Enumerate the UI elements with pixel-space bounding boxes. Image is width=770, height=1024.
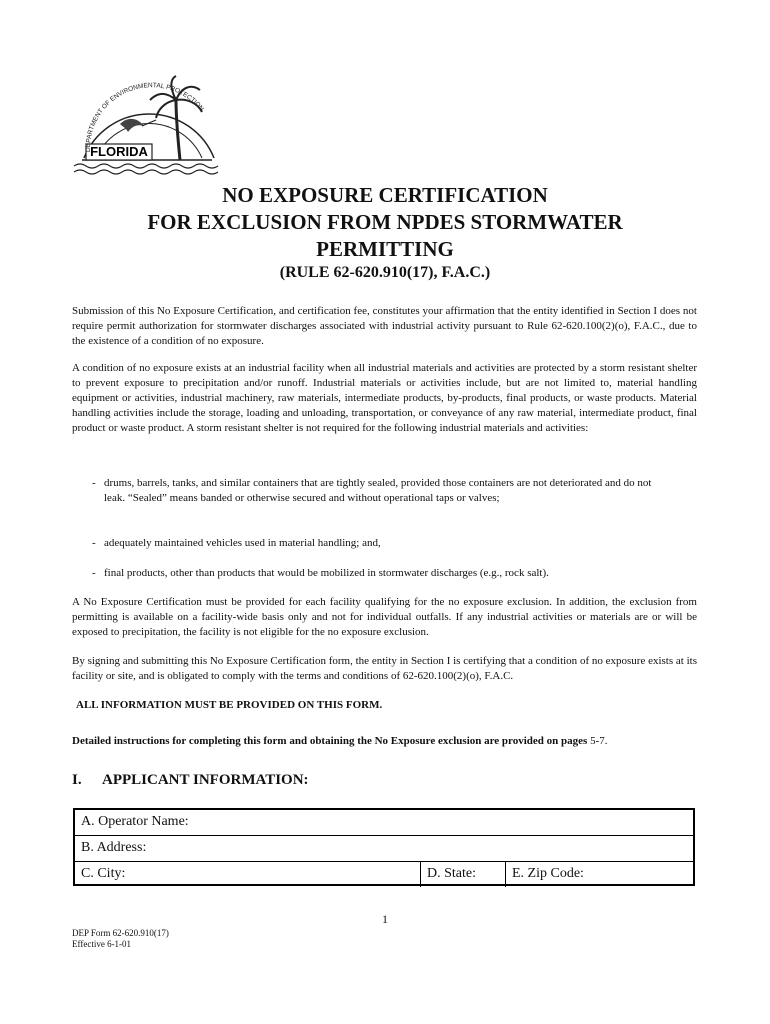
- page-number: 1: [382, 912, 388, 926]
- operator-name-label: A. Operator Name:: [81, 814, 189, 829]
- florida-banner-text: FLORIDA: [90, 144, 148, 159]
- bullet-text: final products, other than products that would be mobilized in stormwater discharges (e.g., rock salt).: [104, 567, 549, 579]
- city-field[interactable]: [75, 862, 421, 887]
- seal-arc-text: DEPARTMENT OF ENVIRONMENTAL PROTECTION: [84, 82, 205, 153]
- bullet-item: [92, 536, 652, 551]
- all-info-notice: ALL INFORMATION MUST BE PROVIDED ON THIS FORM.: [76, 699, 383, 711]
- footer: [72, 928, 169, 950]
- bullet-dash: -: [92, 477, 96, 489]
- paragraph-signing: By signing and submitting this No Exposure Certification form, the entity in Section I is certifying that a condition of no exposure exists at its facility or site, and is obligated to comply with the terms and conditions of 62-620.100(2)(o), F.A.C.: [72, 655, 697, 682]
- bullet-item: [92, 476, 652, 506]
- dep-florida-seal: [72, 70, 222, 182]
- address-label: B. Address:: [81, 840, 147, 855]
- zip-code-label: E. Zip Code:: [512, 866, 584, 881]
- title-line-3: PERMITTING: [316, 237, 454, 261]
- paragraph-facility-wide: A No Exposure Certification must be provided for each facility qualifying for the no exposure exclusion. In addition, the exclusion from permitting is available on a facility-wide basis only and not for individual outfalls. If any industrial activities or materials are or will be exposed to precipitation, the facility is not eligible for the no exposure exclusion.: [72, 596, 697, 638]
- operator-row: [75, 810, 693, 835]
- title-line-1: NO EXPOSURE CERTIFICATION: [222, 183, 548, 207]
- section-heading: [72, 772, 309, 789]
- instructions-text: Detailed instructions for completing this form and obtaining the No Exposure exclusion are provided on pages: [72, 735, 588, 747]
- bullet-text: drums, barrels, tanks, and similar containers that are tightly sealed, provided those containers are not deteriorated and do not leak. “Sealed” means banded or otherwise secured and without operational taps or valves;: [104, 477, 652, 504]
- city-state-zip-row: [75, 861, 693, 887]
- city-label: C. City:: [81, 866, 126, 881]
- footer-effective-date: Effective 6-1-01: [72, 939, 132, 949]
- state-label: D. State:: [427, 866, 476, 881]
- applicant-info-form: [73, 808, 695, 886]
- section-number: I.: [72, 772, 82, 788]
- svg-text:DEPARTMENT OF ENVIRONMENTAL PR: [85, 82, 205, 152]
- rule-citation: (RULE 62-620.910(17), F.A.C.): [279, 264, 491, 281]
- paragraph-submission: Submission of this No Exposure Certification, and certification fee, constitutes your affirmation that the entity identified in Section I does not require permit authorization for stormwater discharges associated with industrial activity pursuant to Rule 62-620.100(2)(o), F.A.C., due to the existence of a condition of no exposure.: [72, 305, 697, 347]
- address-row: [75, 835, 693, 862]
- bullet-item: [92, 566, 652, 581]
- paragraph-condition: A condition of no exposure exists at an industrial facility when all industrial materials and activities are protected by a storm resistant shelter to prevent exposure to precipitation and/or runoff. Industrial materials or activities include, but are not limited to, material handling equipment or activities, industrial machinery, raw materials, intermediate products, by-products, final products, or waste products. Material handling activities include the storage, loading and unloading, transportation, or conveyance of any raw material, intermediate product, final product or waste product. A storm resistant shelter is not required for the following industrial materials and activities:: [72, 362, 697, 434]
- section-title: APPLICANT INFORMATION:: [102, 772, 309, 788]
- address-field[interactable]: [75, 836, 693, 862]
- footer-form-id: DEP Form 62-620.910(17): [72, 928, 169, 938]
- instructions-line: [72, 735, 607, 747]
- bullet-text: adequately maintained vehicles used in material handling; and,: [104, 537, 381, 549]
- seal-graphic: [72, 70, 222, 182]
- bullet-dash: -: [92, 537, 96, 549]
- state-field[interactable]: [421, 862, 506, 887]
- operator-name-field[interactable]: [75, 810, 693, 835]
- zip-code-field[interactable]: [506, 862, 693, 887]
- title-line-2: FOR EXCLUSION FROM NPDES STORMWATER: [147, 210, 623, 234]
- instructions-pages: 5-7.: [587, 735, 608, 747]
- bullet-dash: -: [92, 567, 96, 579]
